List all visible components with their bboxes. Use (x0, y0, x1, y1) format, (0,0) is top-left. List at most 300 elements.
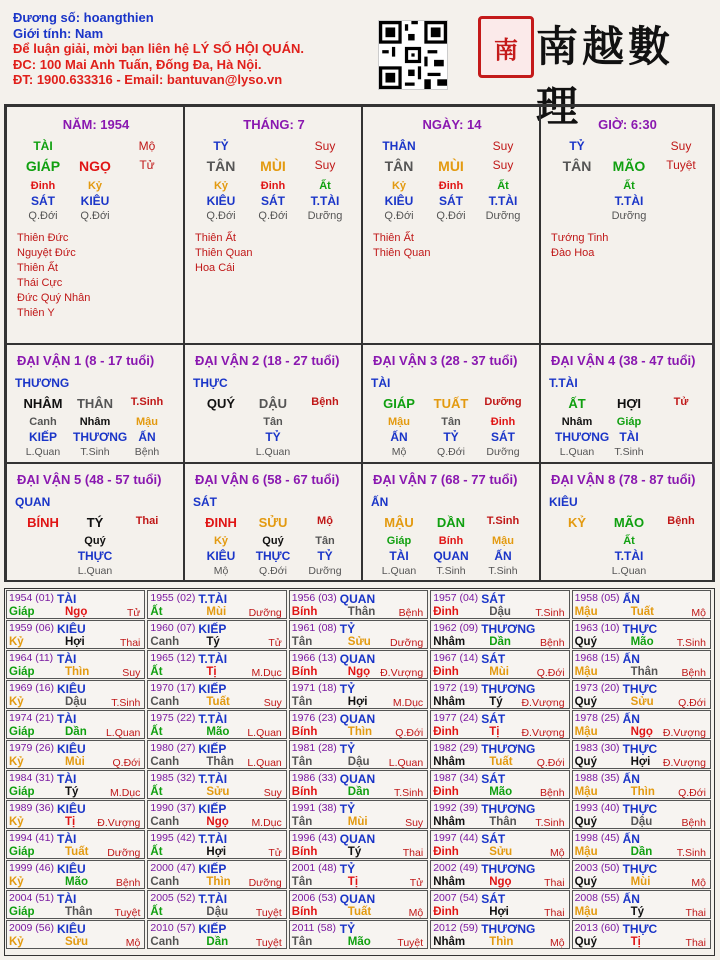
annual-stem: Ất (150, 606, 163, 618)
dai-van-stem: ẤT (568, 396, 586, 411)
annual-god: T.TÀI (198, 652, 228, 666)
dai-van-hidden-stem: Quý (262, 535, 284, 547)
pillar-star: Thái Cực (17, 277, 63, 289)
annual-life-state: Q.Đới (112, 757, 141, 769)
annual-cell (147, 620, 286, 649)
annual-stem: Tân (291, 756, 313, 768)
annual-cell (572, 710, 711, 739)
annual-god: T.TÀI (198, 592, 228, 606)
annual-branch: Dậu (65, 696, 87, 708)
annual-year: 1965 (12) (150, 652, 196, 664)
annual-year: 2009 (56) (9, 922, 54, 934)
annual-life-state: Mộ (691, 877, 706, 889)
annual-life-state: Mộ (549, 847, 565, 859)
annual-year: 1971 (18) (291, 682, 337, 694)
annual-god: TÀI (57, 712, 77, 726)
annual-stem: Canh (150, 636, 180, 648)
annual-year: 1969 (16) (9, 682, 54, 694)
annual-stem: Giáp (9, 606, 35, 618)
pillar-main-god: TỶ (569, 139, 585, 153)
dai-van-hidden-stem: Quý (84, 535, 106, 547)
dai-van-life-state: L.Quan (255, 446, 291, 458)
annual-branch: Mão (630, 636, 654, 648)
pillar-main-god: TÀI (33, 139, 53, 153)
annual-branch: Thìn (65, 666, 90, 678)
annual-branch: Dần (347, 786, 370, 798)
annual-god: TỶ (339, 802, 356, 816)
annual-branch: Thìn (347, 726, 373, 738)
annual-life-state: Đ.Vượng (662, 757, 706, 769)
annual-year: 1996 (43) (291, 832, 337, 844)
annual-god: ẤN (622, 892, 640, 906)
dai-van-hidden-stem: Ất (623, 535, 635, 547)
dai-van-hidden-stem: Tân (263, 416, 283, 428)
annual-cell (572, 800, 711, 829)
annual-stem: Giáp (9, 786, 35, 798)
annual-god: KIÊU (57, 922, 86, 936)
annual-life-state: Dưỡng (390, 637, 424, 649)
annual-stem: Tân (291, 816, 313, 828)
annual-branch: Thân (489, 816, 517, 828)
annual-stem: Quý (574, 696, 597, 708)
annual-cell (430, 620, 569, 649)
pillar-main-god: TỶ (213, 139, 229, 153)
annual-year: 1957 (04) (433, 592, 479, 604)
annual-god: SÁT (481, 772, 506, 786)
annual-god: THƯƠNG (481, 862, 536, 876)
annual-life-state: Tuyệt (255, 937, 282, 949)
dai-van-hidden-god: T.TÀI (614, 549, 644, 563)
annual-life-state: Bệnh (540, 637, 565, 649)
annual-stem: Mậu (574, 786, 598, 798)
annual-god: THƯƠNG (481, 922, 536, 936)
annual-branch: Thân (65, 906, 93, 918)
pillar-main-god: Suy (314, 139, 336, 153)
pillar-star: Thiên Đức (17, 232, 69, 244)
annual-stem: Đinh (433, 726, 459, 738)
annual-year: 1994 (41) (9, 832, 54, 844)
annual-cell (289, 650, 428, 679)
annual-branch: Mão (65, 876, 88, 888)
dai-van-hidden-god: TỶ (265, 430, 281, 444)
annual-stem: Đinh (433, 846, 459, 858)
annual-life-state: Bệnh (540, 787, 565, 799)
annual-life-state: Suy (263, 697, 282, 709)
annual-year: 1966 (13) (291, 652, 337, 664)
annual-year: 1990 (37) (150, 802, 196, 814)
dai-van-life-state: T.Sinh (488, 565, 518, 577)
annual-year: 1981 (28) (291, 742, 337, 754)
dai-van-life-state: L.Quan (611, 565, 647, 577)
annual-god: ẤN (622, 832, 640, 846)
dai-van-life-state: Q.Đới (259, 565, 287, 577)
dai-van-hidden-stem: Kỷ (213, 535, 229, 547)
pillar-life-state: Q.Đới (384, 210, 414, 222)
annual-life-state: Tử (268, 847, 282, 859)
dai-van-state: T.Sinh (486, 515, 520, 527)
annual-year: 1970 (17) (150, 682, 196, 694)
annual-god: KIẾP (198, 682, 227, 696)
annual-cell (289, 740, 428, 769)
annual-stem: Giáp (9, 726, 35, 738)
annual-life-state: Bệnh (681, 817, 706, 829)
annual-god: TÀI (57, 832, 77, 846)
annual-life-state: Tuyệt (114, 907, 141, 919)
annual-stem: Canh (150, 936, 180, 948)
dai-van-stem: GIÁP (383, 396, 415, 411)
annual-god: THỰC (622, 682, 658, 696)
annual-stem: Bính (291, 786, 318, 798)
dai-van-branch: MÃO (613, 515, 645, 530)
annual-year: 2006 (53) (291, 892, 337, 904)
pillar-title: NGÀY: 14 (422, 117, 482, 132)
annual-year: 2007 (54) (433, 892, 479, 904)
annual-stem: Mậu (574, 846, 598, 858)
annual-god: TÀI (57, 772, 77, 786)
annual-life-state: L.Quan (105, 727, 141, 739)
annual-stem: Kỷ (9, 696, 24, 708)
annual-life-state: Đ.Vượng (380, 667, 424, 679)
annual-cell (430, 740, 569, 769)
annual-god: TỶ (339, 922, 356, 936)
dai-van-hidden-god: QUAN (433, 549, 469, 563)
annual-god: THƯƠNG (481, 742, 536, 756)
annual-cell (147, 710, 286, 739)
pillar-cell (184, 106, 362, 344)
pillar-star: Thiên Quan (373, 247, 431, 259)
annual-life-state: M.Dục (110, 787, 141, 799)
annual-branch: Dần (65, 726, 87, 738)
annual-stem: Nhâm (433, 876, 466, 888)
dai-van-god: T.TÀI (549, 376, 578, 390)
annual-cell (289, 890, 428, 919)
annual-cell (6, 590, 145, 619)
annual-life-state: Q.Đới (678, 787, 706, 799)
annual-stem: Bính (291, 726, 318, 738)
dai-van-life-state: Dưỡng (486, 446, 520, 458)
annual-god: KIÊU (57, 802, 86, 816)
dai-van-life-state: T.Sinh (614, 446, 644, 458)
annual-life-state: Thai (685, 907, 706, 919)
pillar-hidden-god: T.TÀI (310, 194, 340, 208)
owner-line: Đương số: hoangthien (13, 10, 154, 25)
dai-van-god: SÁT (193, 495, 217, 509)
annual-stem: Ất (150, 846, 163, 858)
annual-branch: Ngọ (347, 666, 371, 678)
annual-year: 1984 (31) (9, 772, 54, 784)
dai-van-stem: MẬU (384, 515, 414, 530)
annual-cell (6, 860, 145, 889)
address-line: ĐC: 100 Mai Anh Tuấn, Đống Đa, Hà Nội. (13, 56, 262, 72)
annual-god: TÀI (57, 652, 77, 666)
annual-cell (147, 650, 286, 679)
annual-year: 1968 (15) (574, 652, 620, 664)
dai-van-stem: KỶ (567, 515, 587, 530)
annual-life-state: T.Sinh (535, 607, 565, 619)
annual-god: KIẾP (198, 802, 227, 816)
annual-branch: Dần (630, 846, 653, 858)
annual-god: T.TÀI (198, 712, 228, 726)
annual-year: 2013 (60) (574, 922, 620, 934)
dai-van-stem: NHÂM (23, 396, 63, 411)
dai-van-title: ĐẠI VẬN 5 (48 - 57 tuổi) (17, 472, 162, 487)
annual-life-state: Dưỡng (107, 847, 141, 859)
annual-year: 1998 (45) (574, 832, 620, 844)
pillar-stem-branch: Suy (492, 158, 514, 172)
annual-life-state: T.Sinh (394, 787, 424, 799)
dai-van-branch: SỬU (258, 515, 288, 530)
pillar-hidden-god: T.TÀI (488, 194, 518, 208)
pillar-stem-branch: Tử (139, 158, 155, 172)
annual-cell (430, 830, 569, 859)
annual-life-state: M.Dục (251, 817, 282, 829)
annual-stem: Nhâm (433, 816, 466, 828)
annual-year: 1959 (06) (9, 622, 54, 634)
annual-life-state: Mộ (691, 607, 706, 619)
annual-life-state: T.Sinh (111, 697, 141, 709)
annual-cell (289, 830, 428, 859)
annual-life-state: Thai (544, 907, 565, 919)
annual-stem: Mậu (574, 726, 598, 738)
dai-van-state: Bệnh (311, 396, 339, 408)
contact-line: Để luận giải, mời bạn liên hệ LÝ SỐ HỘI QUÁN. (13, 41, 304, 56)
dai-van-stem: QUÝ (206, 396, 236, 411)
annual-stem: Bính (291, 906, 318, 918)
annual-year: 1993 (40) (574, 802, 620, 814)
dai-van-branch: DẦN (436, 515, 466, 530)
annual-god: TỶ (339, 742, 356, 756)
annual-branch: Tuất (489, 756, 513, 768)
dai-van-hidden-stem: Mậu (388, 416, 410, 428)
dai-van-god: KIÊU (549, 495, 578, 509)
seal-stamp: 南 (478, 16, 534, 78)
annual-god: SÁT (481, 652, 506, 666)
dai-van-life-state: Q.Đới (437, 446, 465, 458)
annual-cell (6, 680, 145, 709)
dai-van-life-state: T.Sinh (436, 565, 466, 577)
dai-van-hidden-god: ẤN (390, 430, 408, 444)
dai-van-branch: TUẤT (433, 396, 469, 411)
dai-van-god: ẤN (371, 495, 389, 509)
pillar-hidden-stem: Ất (319, 180, 331, 192)
pillar-hidden-stem: Ất (623, 180, 635, 192)
annual-branch: Hợi (630, 756, 651, 768)
annual-god: KIẾP (198, 922, 227, 936)
annual-branch: Tý (206, 636, 220, 648)
dai-van-title: ĐẠI VẬN 6 (58 - 67 tuổi) (195, 472, 340, 487)
dai-van-hidden-god: ẤN (494, 549, 512, 563)
dai-van-state: T.Sinh (130, 396, 164, 408)
annual-god: THƯƠNG (481, 802, 536, 816)
annual-year: 1992 (39) (433, 802, 479, 814)
annual-branch: Ngọ (630, 726, 653, 738)
annual-god: QUAN (339, 592, 376, 606)
annual-cell (289, 680, 428, 709)
dai-van-life-state: Mộ (391, 446, 407, 458)
annual-cell (430, 890, 569, 919)
pillar-hidden-god: KIÊU (384, 194, 414, 208)
dai-van-life-state: L.Quan (77, 565, 113, 577)
annual-life-state: Q.Đới (536, 667, 565, 679)
dai-van-hidden-stem: Giáp (616, 416, 642, 428)
annual-cell (147, 590, 286, 619)
annual-cell (430, 590, 569, 619)
annual-stem: Canh (150, 696, 180, 708)
annual-cell (147, 830, 286, 859)
annual-life-state: Suy (405, 817, 424, 829)
annual-cell (147, 860, 286, 889)
annual-god: QUAN (339, 652, 376, 666)
annual-cell (572, 890, 711, 919)
annual-year: 1976 (23) (291, 712, 337, 724)
annual-branch: Tuất (206, 696, 230, 708)
annual-year: 1989 (36) (9, 802, 54, 814)
pillar-life-state: Q.Đới (80, 210, 110, 222)
pillar-stem-branch: Suy (314, 158, 336, 172)
annual-god: QUAN (339, 892, 376, 906)
annual-table (4, 588, 715, 956)
pillar-stem-branch: GIÁP (25, 158, 61, 174)
pillar-hidden-god: KIÊU (206, 194, 236, 208)
annual-year: 1991 (38) (291, 802, 337, 814)
pillars-grid (4, 104, 715, 582)
pillar-main-god: Mộ (138, 139, 156, 153)
annual-god: T.TÀI (198, 832, 228, 846)
annual-year: 1955 (02) (150, 592, 196, 604)
annual-stem: Ất (150, 906, 163, 918)
annual-god: T.TÀI (198, 892, 228, 906)
dai-van-hidden-stem: Nhâm (79, 416, 111, 428)
annual-stem: Canh (150, 756, 180, 768)
dai-van-life-state: T.Sinh (80, 446, 110, 458)
annual-cell (289, 920, 428, 949)
annual-year: 1975 (22) (150, 712, 196, 724)
annual-stem: Ất (150, 726, 163, 738)
pillar-hidden-god: SÁT (31, 194, 55, 208)
annual-life-state: Thai (119, 637, 141, 649)
annual-branch: Tý (489, 696, 503, 708)
annual-cell (6, 830, 145, 859)
annual-cell (572, 740, 711, 769)
pillar-hidden-god: SÁT (439, 194, 463, 208)
dai-van-title: ĐẠI VẬN 4 (38 - 47 tuổi) (551, 353, 696, 368)
annual-cell (147, 920, 286, 949)
pillar-stem-branch: TÂN (562, 158, 592, 174)
dai-van-state: Thai (135, 515, 159, 527)
dai-van-hidden-god: SÁT (491, 430, 515, 444)
annual-life-state: Đ.Vượng (97, 817, 141, 829)
annual-stem: Giáp (9, 666, 35, 678)
annual-year: 1978 (25) (574, 712, 620, 724)
gender-line: Giới tính: Nam (13, 25, 104, 41)
annual-stem: Nhâm (433, 756, 466, 768)
annual-branch: Mùi (489, 666, 509, 678)
annual-god: ẤN (622, 652, 640, 666)
dai-van-god: THƯƠNG (15, 376, 70, 390)
annual-cell (147, 770, 286, 799)
annual-life-state: Mộ (408, 907, 424, 919)
annual-life-state: Thai (402, 847, 424, 859)
annual-life-state: Mộ (549, 937, 565, 949)
annual-stem: Đinh (433, 606, 459, 618)
annual-cell (430, 860, 569, 889)
annual-god: SÁT (481, 892, 506, 906)
annual-stem: Quý (574, 936, 597, 948)
annual-cell (6, 890, 145, 919)
annual-cell (572, 920, 711, 949)
pillar-hidden-god: KIÊU (80, 194, 110, 208)
annual-year: 2011 (58) (291, 922, 336, 934)
annual-branch: Ngọ (206, 816, 229, 828)
annual-cell (147, 740, 286, 769)
annual-year: 1956 (03) (291, 592, 337, 604)
annual-stem: Kỷ (9, 936, 24, 948)
annual-god: KIÊU (57, 862, 86, 876)
dai-van-title: ĐẠI VẬN 1 (8 - 17 tuổi) (17, 353, 155, 368)
annual-year: 2010 (57) (150, 922, 196, 934)
pillar-life-state: Q.Đới (436, 210, 466, 222)
annual-branch: Thân (206, 756, 234, 768)
annual-god: KIÊU (57, 742, 86, 756)
annual-god: ẤN (622, 712, 640, 726)
dai-van-hidden-god: KIÊU (206, 549, 236, 563)
annual-branch: Hợi (65, 636, 85, 648)
annual-stem: Tân (291, 696, 313, 708)
annual-life-state: Q.Đới (395, 727, 424, 739)
annual-stem: Nhâm (433, 696, 466, 708)
annual-year: 1985 (32) (150, 772, 196, 784)
annual-god: TÀI (57, 592, 77, 606)
annual-god: SÁT (481, 832, 506, 846)
annual-god: QUAN (339, 772, 376, 786)
annual-year: 1987 (34) (433, 772, 479, 784)
annual-year: 2000 (47) (150, 862, 196, 874)
pillar-hidden-stem: Ất (497, 180, 509, 192)
annual-year: 1972 (19) (433, 682, 479, 694)
dai-van-state: Tử (673, 396, 689, 408)
pillar-hidden-stem: Đinh (260, 180, 286, 192)
annual-life-state: Dưỡng (248, 607, 282, 619)
annual-god: THƯƠNG (481, 682, 536, 696)
annual-cell (289, 620, 428, 649)
annual-god: THỰC (622, 622, 658, 636)
annual-year: 1964 (11) (9, 652, 54, 664)
dai-van-cell (6, 463, 184, 582)
pillar-hidden-god: T.TÀI (614, 194, 644, 208)
annual-year: 2012 (59) (433, 922, 479, 934)
qr-code[interactable] (378, 20, 448, 90)
annual-branch: Sửu (206, 786, 230, 798)
annual-branch: Hợi (206, 846, 227, 858)
annual-cell (572, 860, 711, 889)
dai-van-hidden-god: THƯƠNG (555, 430, 610, 444)
annual-branch: Thìn (206, 876, 231, 888)
annual-branch: Tý (65, 786, 79, 798)
annual-stem: Kỷ (9, 756, 24, 768)
annual-cell (430, 800, 569, 829)
annual-god: KIÊU (57, 682, 86, 696)
annual-god: TỶ (339, 682, 356, 696)
annual-stem: Bính (291, 606, 318, 618)
annual-life-state: Q.Đới (678, 697, 706, 709)
annual-god: SÁT (481, 712, 506, 726)
annual-cell (430, 680, 569, 709)
dai-van-hidden-stem: Canh (29, 416, 57, 428)
dai-van-branch: HỢI (616, 396, 642, 411)
dai-van-hidden-god: ẤN (138, 430, 156, 444)
annual-cell (572, 830, 711, 859)
annual-cell (572, 620, 711, 649)
